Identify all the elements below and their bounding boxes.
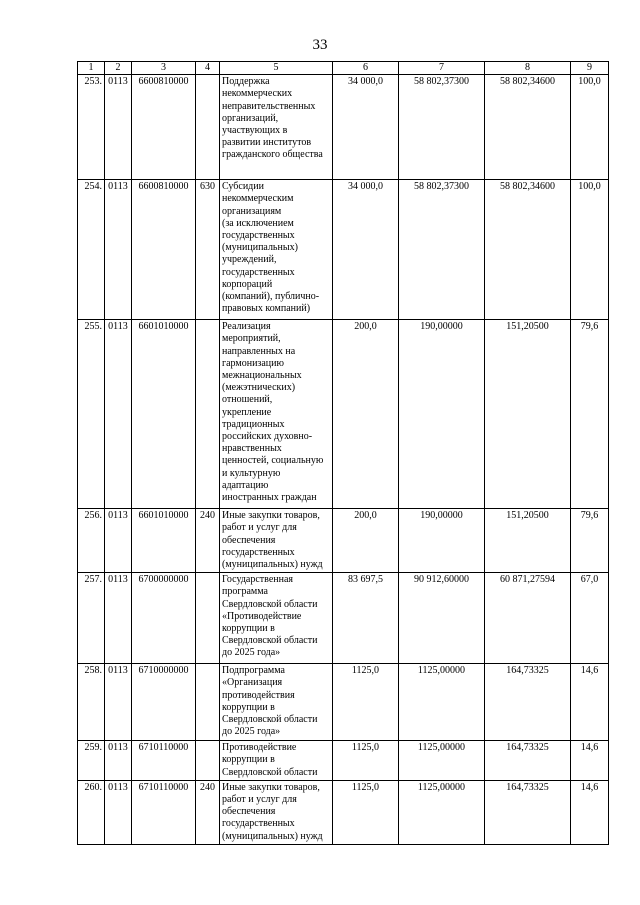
description-cell — [220, 180, 333, 320]
table-row — [78, 75, 609, 180]
description-line: отношений, — [222, 394, 273, 406]
approved-amount-cell: 83 697,5 — [333, 573, 399, 664]
description-line: (муниципальных) нужд — [222, 559, 323, 571]
description-cell — [220, 75, 333, 180]
target-article-cell: 6710110000 — [132, 780, 196, 844]
table-body — [78, 75, 609, 845]
table-row — [78, 180, 609, 320]
executed-amount-cell: 58 802,34600 — [485, 75, 571, 180]
description-line: противодействия — [222, 689, 295, 701]
description-line: (за исключением — [222, 217, 294, 229]
description-line: направленных на — [222, 345, 296, 357]
expense-type-cell — [196, 664, 220, 741]
revised-amount-cell: 1125,00000 — [399, 741, 485, 781]
target-article-cell: 6600810000 — [132, 180, 196, 320]
revised-amount-cell: 90 912,60000 — [399, 573, 485, 664]
description-line: обеспечения — [222, 806, 276, 818]
description-line: адаптацию — [222, 479, 269, 491]
executed-amount-cell: 151,20500 — [485, 509, 571, 573]
description-line: государственных — [222, 230, 295, 242]
description-line: работ и услуг для — [222, 522, 297, 534]
approved-amount-cell: 200,0 — [333, 320, 399, 509]
description-line: мероприятий, — [222, 333, 281, 345]
description-line: участвующих в — [222, 125, 288, 137]
description-line: правовых компаний) — [222, 303, 311, 315]
section-code-cell: 0113 — [105, 573, 132, 664]
column-header: 6 — [333, 62, 399, 75]
table-row — [78, 573, 609, 664]
description-line: Свердловской области — [222, 635, 318, 647]
description-line: организациям — [222, 205, 282, 217]
target-article-cell: 6601010000 — [132, 320, 196, 509]
execution-percent-cell: 14,6 — [571, 664, 609, 741]
section-code-cell: 0113 — [105, 320, 132, 509]
expense-type-cell — [196, 573, 220, 664]
approved-amount-cell: 34 000,0 — [333, 75, 399, 180]
description-cell — [220, 320, 333, 509]
header-row — [78, 62, 609, 75]
row-number-cell: 254. — [78, 180, 105, 320]
executed-amount-cell: 151,20500 — [485, 320, 571, 509]
row-number-cell: 257. — [78, 573, 105, 664]
table-row — [78, 320, 609, 509]
description-cell — [220, 664, 333, 741]
target-article-cell: 6700000000 — [132, 573, 196, 664]
row-number-cell: 256. — [78, 509, 105, 573]
description-line: государственных — [222, 818, 295, 830]
description-line: Реализация — [222, 321, 271, 333]
description-line: «Противодействие — [222, 610, 302, 622]
description-line: Свердловской области — [222, 714, 318, 726]
section-code-cell: 0113 — [105, 75, 132, 180]
row-number-cell: 258. — [78, 664, 105, 741]
target-article-cell: 6600810000 — [132, 75, 196, 180]
description-line: государственных — [222, 546, 295, 558]
column-header: 2 — [105, 62, 132, 75]
table-row — [78, 509, 609, 573]
description-line: и культурную — [222, 467, 281, 479]
description-cell — [220, 741, 333, 781]
description-line: российских духовно- — [222, 431, 313, 443]
expense-type-cell — [196, 75, 220, 180]
description-line: (компаний), публично- — [222, 291, 320, 303]
expense-type-cell: 240 — [196, 780, 220, 844]
description-line: некоммерческим — [222, 193, 294, 205]
description-line: развитии институтов — [222, 137, 312, 149]
section-code-cell: 0113 — [105, 780, 132, 844]
revised-amount-cell: 1125,00000 — [399, 780, 485, 844]
description-line: Противодействие — [222, 742, 297, 754]
section-code-cell: 0113 — [105, 509, 132, 573]
approved-amount-cell: 1125,0 — [333, 664, 399, 741]
description-line: коррупции в — [222, 754, 275, 766]
budget-table — [77, 61, 609, 845]
execution-percent-cell: 67,0 — [571, 573, 609, 664]
execution-percent-cell: 14,6 — [571, 780, 609, 844]
column-header: 9 — [571, 62, 609, 75]
executed-amount-cell: 164,73325 — [485, 780, 571, 844]
description-line: гражданского общества — [222, 149, 323, 161]
description-line: учреждений, — [222, 254, 277, 266]
executed-amount-cell: 164,73325 — [485, 741, 571, 781]
column-header: 1 — [78, 62, 105, 75]
description-line: межнациональных — [222, 370, 302, 382]
revised-amount-cell: 190,00000 — [399, 320, 485, 509]
row-number-cell: 259. — [78, 741, 105, 781]
description-line: нравственных — [222, 443, 282, 455]
expense-type-cell — [196, 320, 220, 509]
revised-amount-cell: 1125,00000 — [399, 664, 485, 741]
description-cell — [220, 780, 333, 844]
column-header: 3 — [132, 62, 196, 75]
section-code-cell: 0113 — [105, 180, 132, 320]
description-line: (межэтнических) — [222, 382, 296, 394]
row-number-cell: 260. — [78, 780, 105, 844]
execution-percent-cell: 79,6 — [571, 509, 609, 573]
description-line: государственных — [222, 266, 295, 278]
target-article-cell: 6601010000 — [132, 509, 196, 573]
column-header: 7 — [399, 62, 485, 75]
description-cell — [220, 509, 333, 573]
description-line: Поддержка — [222, 76, 270, 88]
target-article-cell: 6710000000 — [132, 664, 196, 741]
description-line: иностранных граждан — [222, 492, 317, 504]
description-line: гармонизацию — [222, 357, 284, 369]
description-line: до 2025 года» — [222, 647, 281, 659]
table-row — [78, 741, 609, 781]
column-header: 4 — [196, 62, 220, 75]
revised-amount-cell: 58 802,37300 — [399, 75, 485, 180]
description-line: Подпрограмма — [222, 665, 285, 677]
description-line: коррупции в — [222, 701, 275, 713]
description-line: до 2025 года» — [222, 726, 281, 738]
description-line: Субсидии — [222, 181, 264, 193]
revised-amount-cell: 58 802,37300 — [399, 180, 485, 320]
execution-percent-cell: 100,0 — [571, 75, 609, 180]
description-line: коррупции в — [222, 623, 275, 635]
target-article-cell: 6710110000 — [132, 741, 196, 781]
expense-type-cell — [196, 741, 220, 781]
description-line: работ и услуг для — [222, 794, 297, 806]
description-line: некоммерческих — [222, 88, 293, 100]
description-line: (муниципальных) — [222, 242, 298, 254]
approved-amount-cell: 34 000,0 — [333, 180, 399, 320]
row-number-cell: 255. — [78, 320, 105, 509]
execution-percent-cell: 79,6 — [571, 320, 609, 509]
executed-amount-cell: 60 871,27594 — [485, 573, 571, 664]
execution-percent-cell: 100,0 — [571, 180, 609, 320]
expense-type-cell: 630 — [196, 180, 220, 320]
row-number-cell: 253. — [78, 75, 105, 180]
description-line: (муниципальных) нужд — [222, 830, 323, 842]
description-line: корпораций — [222, 278, 273, 290]
page-number: 33 — [312, 37, 328, 53]
approved-amount-cell: 1125,0 — [333, 741, 399, 781]
execution-percent-cell: 14,6 — [571, 741, 609, 781]
description-line: организаций, — [222, 112, 279, 124]
executed-amount-cell: 58 802,34600 — [485, 180, 571, 320]
description-line: Свердловской области — [222, 766, 318, 778]
column-header: 5 — [220, 62, 333, 75]
table-row — [78, 780, 609, 844]
approved-amount-cell: 200,0 — [333, 509, 399, 573]
section-code-cell: 0113 — [105, 741, 132, 781]
column-header: 8 — [485, 62, 571, 75]
revised-amount-cell: 190,00000 — [399, 509, 485, 573]
approved-amount-cell: 1125,0 — [333, 780, 399, 844]
description-line: Свердловской области — [222, 598, 318, 610]
description-line: Иные закупки товаров, — [222, 781, 320, 793]
description-line: неправительственных — [222, 100, 316, 112]
description-line: ценностей, социальную — [222, 455, 324, 467]
description-line: «Организация — [222, 677, 283, 689]
expense-type-cell: 240 — [196, 509, 220, 573]
description-line: обеспечения — [222, 534, 276, 546]
description-line: Иные закупки товаров, — [222, 510, 320, 522]
section-code-cell: 0113 — [105, 664, 132, 741]
description-line: традиционных — [222, 418, 285, 430]
description-line: укрепление — [222, 406, 272, 418]
description-line: Государственная — [222, 574, 294, 586]
description-line: программа — [222, 586, 268, 598]
executed-amount-cell: 164,73325 — [485, 664, 571, 741]
table-row — [78, 664, 609, 741]
description-cell — [220, 573, 333, 664]
